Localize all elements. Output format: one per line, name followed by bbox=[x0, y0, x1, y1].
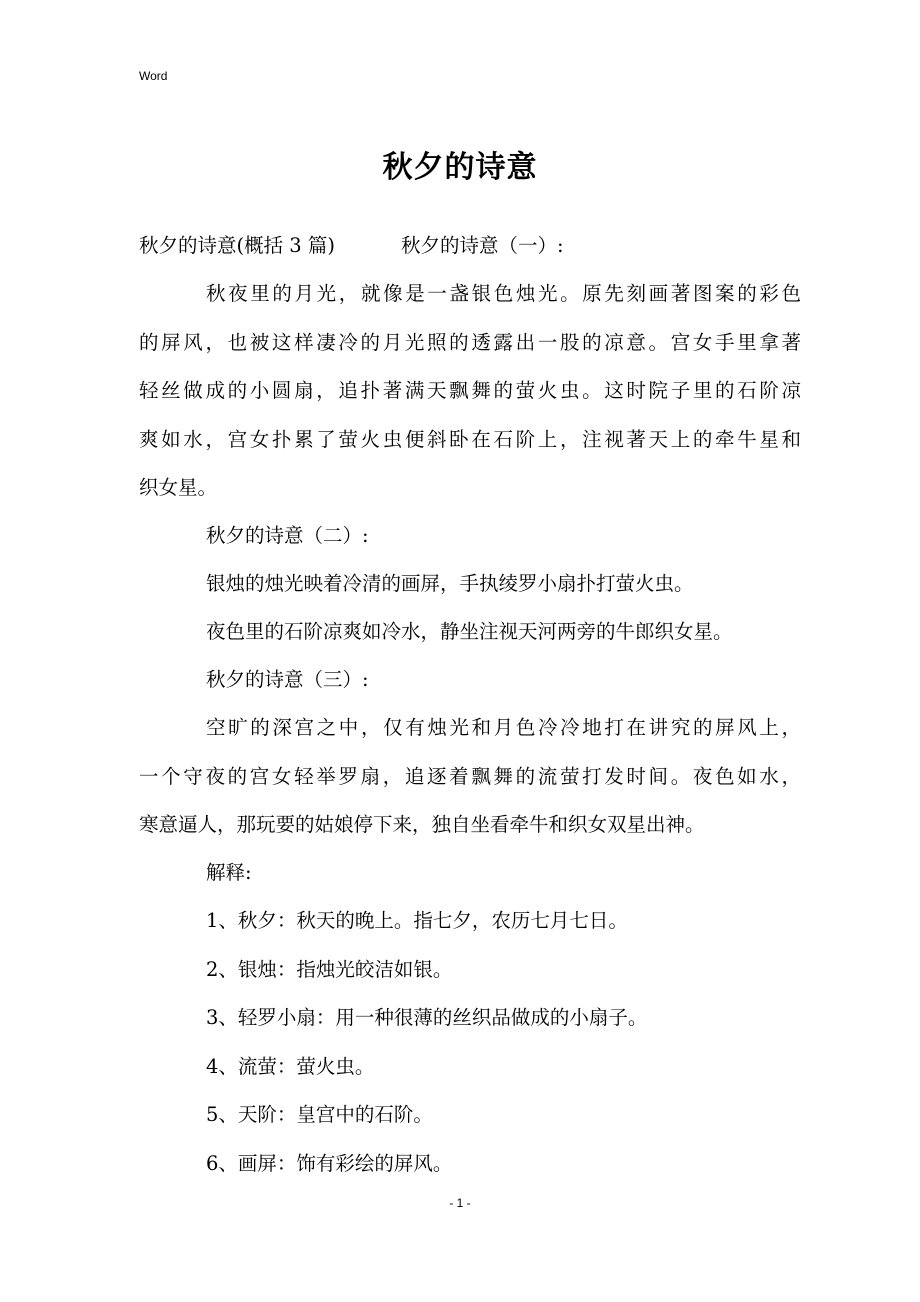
note-item: 2、银烛：指烛光皎洁如银。 bbox=[206, 957, 453, 981]
intro-right-text: 秋夕的诗意（一）: bbox=[401, 234, 564, 257]
notes-heading bbox=[139, 849, 801, 898]
notes-list bbox=[139, 897, 801, 1188]
heading-2-text: 秋夕的诗意（二）: bbox=[206, 524, 369, 547]
intro-left-text: 秋夕的诗意(概括 3 篇) bbox=[139, 234, 336, 257]
poem2-line-2 bbox=[139, 608, 801, 657]
poem3-line: 一个守夜的宫女轻举罗扇，追逐着飘舞的流萤打发时间。夜色如水， bbox=[139, 764, 801, 788]
intro-line bbox=[139, 222, 801, 271]
notes-heading-text: 解释: bbox=[206, 861, 252, 884]
poem2-line-1 bbox=[139, 560, 801, 609]
poem1-line: 轻丝做成的小圆扇，追扑著满天飘舞的萤火虫。这时院子里的石阶凉 bbox=[139, 379, 801, 402]
note-item: 6、画屏：饰有彩绘的屏风。 bbox=[206, 1151, 453, 1175]
heading-3-text: 秋夕的诗意（三）: bbox=[206, 668, 369, 691]
note-item: 1、秋夕：秋天的晚上。指七夕，农历七月七日。 bbox=[206, 909, 628, 932]
header-label: Word bbox=[139, 69, 168, 83]
heading-2 bbox=[139, 512, 801, 561]
page-number: - 1 - bbox=[449, 1196, 471, 1210]
poem3-paragraph bbox=[139, 704, 801, 850]
poem2-line-1-text: 银烛的烛光映着冷清的画屏，手执绫罗小扇扑打萤火虫。 bbox=[206, 572, 694, 595]
note-item: 4、流萤：萤火虫。 bbox=[206, 1054, 375, 1078]
note-item: 3、轻罗小扇：用一种很薄的丝织品做成的小扇子。 bbox=[206, 1006, 648, 1029]
poem1-line: 的屏风，也被这样凄冷的月光照的透露出一股的凉意。宫女手里拿著 bbox=[139, 330, 801, 354]
poem1-paragraph bbox=[139, 270, 801, 513]
document-title: 秋夕的诗意 bbox=[382, 150, 538, 185]
note-item: 5、天阶：皇宫中的石阶。 bbox=[206, 1103, 433, 1126]
poem1-line: 秋夜里的月光，就像是一盏银色烛光。原先刻画著图案的彩色 bbox=[206, 282, 801, 305]
poem1-line: 织女星。 bbox=[139, 476, 218, 499]
poem3-line: 寒意逼人，那玩要的姑娘停下来，独自坐看牵牛和织女双星出神。 bbox=[139, 813, 705, 836]
poem1-line: 爽如水，宫女扑累了萤火虫便斜卧在石阶上，注视著天上的牵牛星和 bbox=[139, 427, 801, 451]
poem2-line-2-text: 夜色里的石阶凉爽如冷水，静坐注视天河两旁的牛郎织女星。 bbox=[206, 620, 733, 643]
poem3-line: 空旷的深宫之中，仅有烛光和月色冷冷地打在讲究的屏风上， bbox=[206, 716, 801, 739]
heading-3 bbox=[139, 656, 801, 705]
